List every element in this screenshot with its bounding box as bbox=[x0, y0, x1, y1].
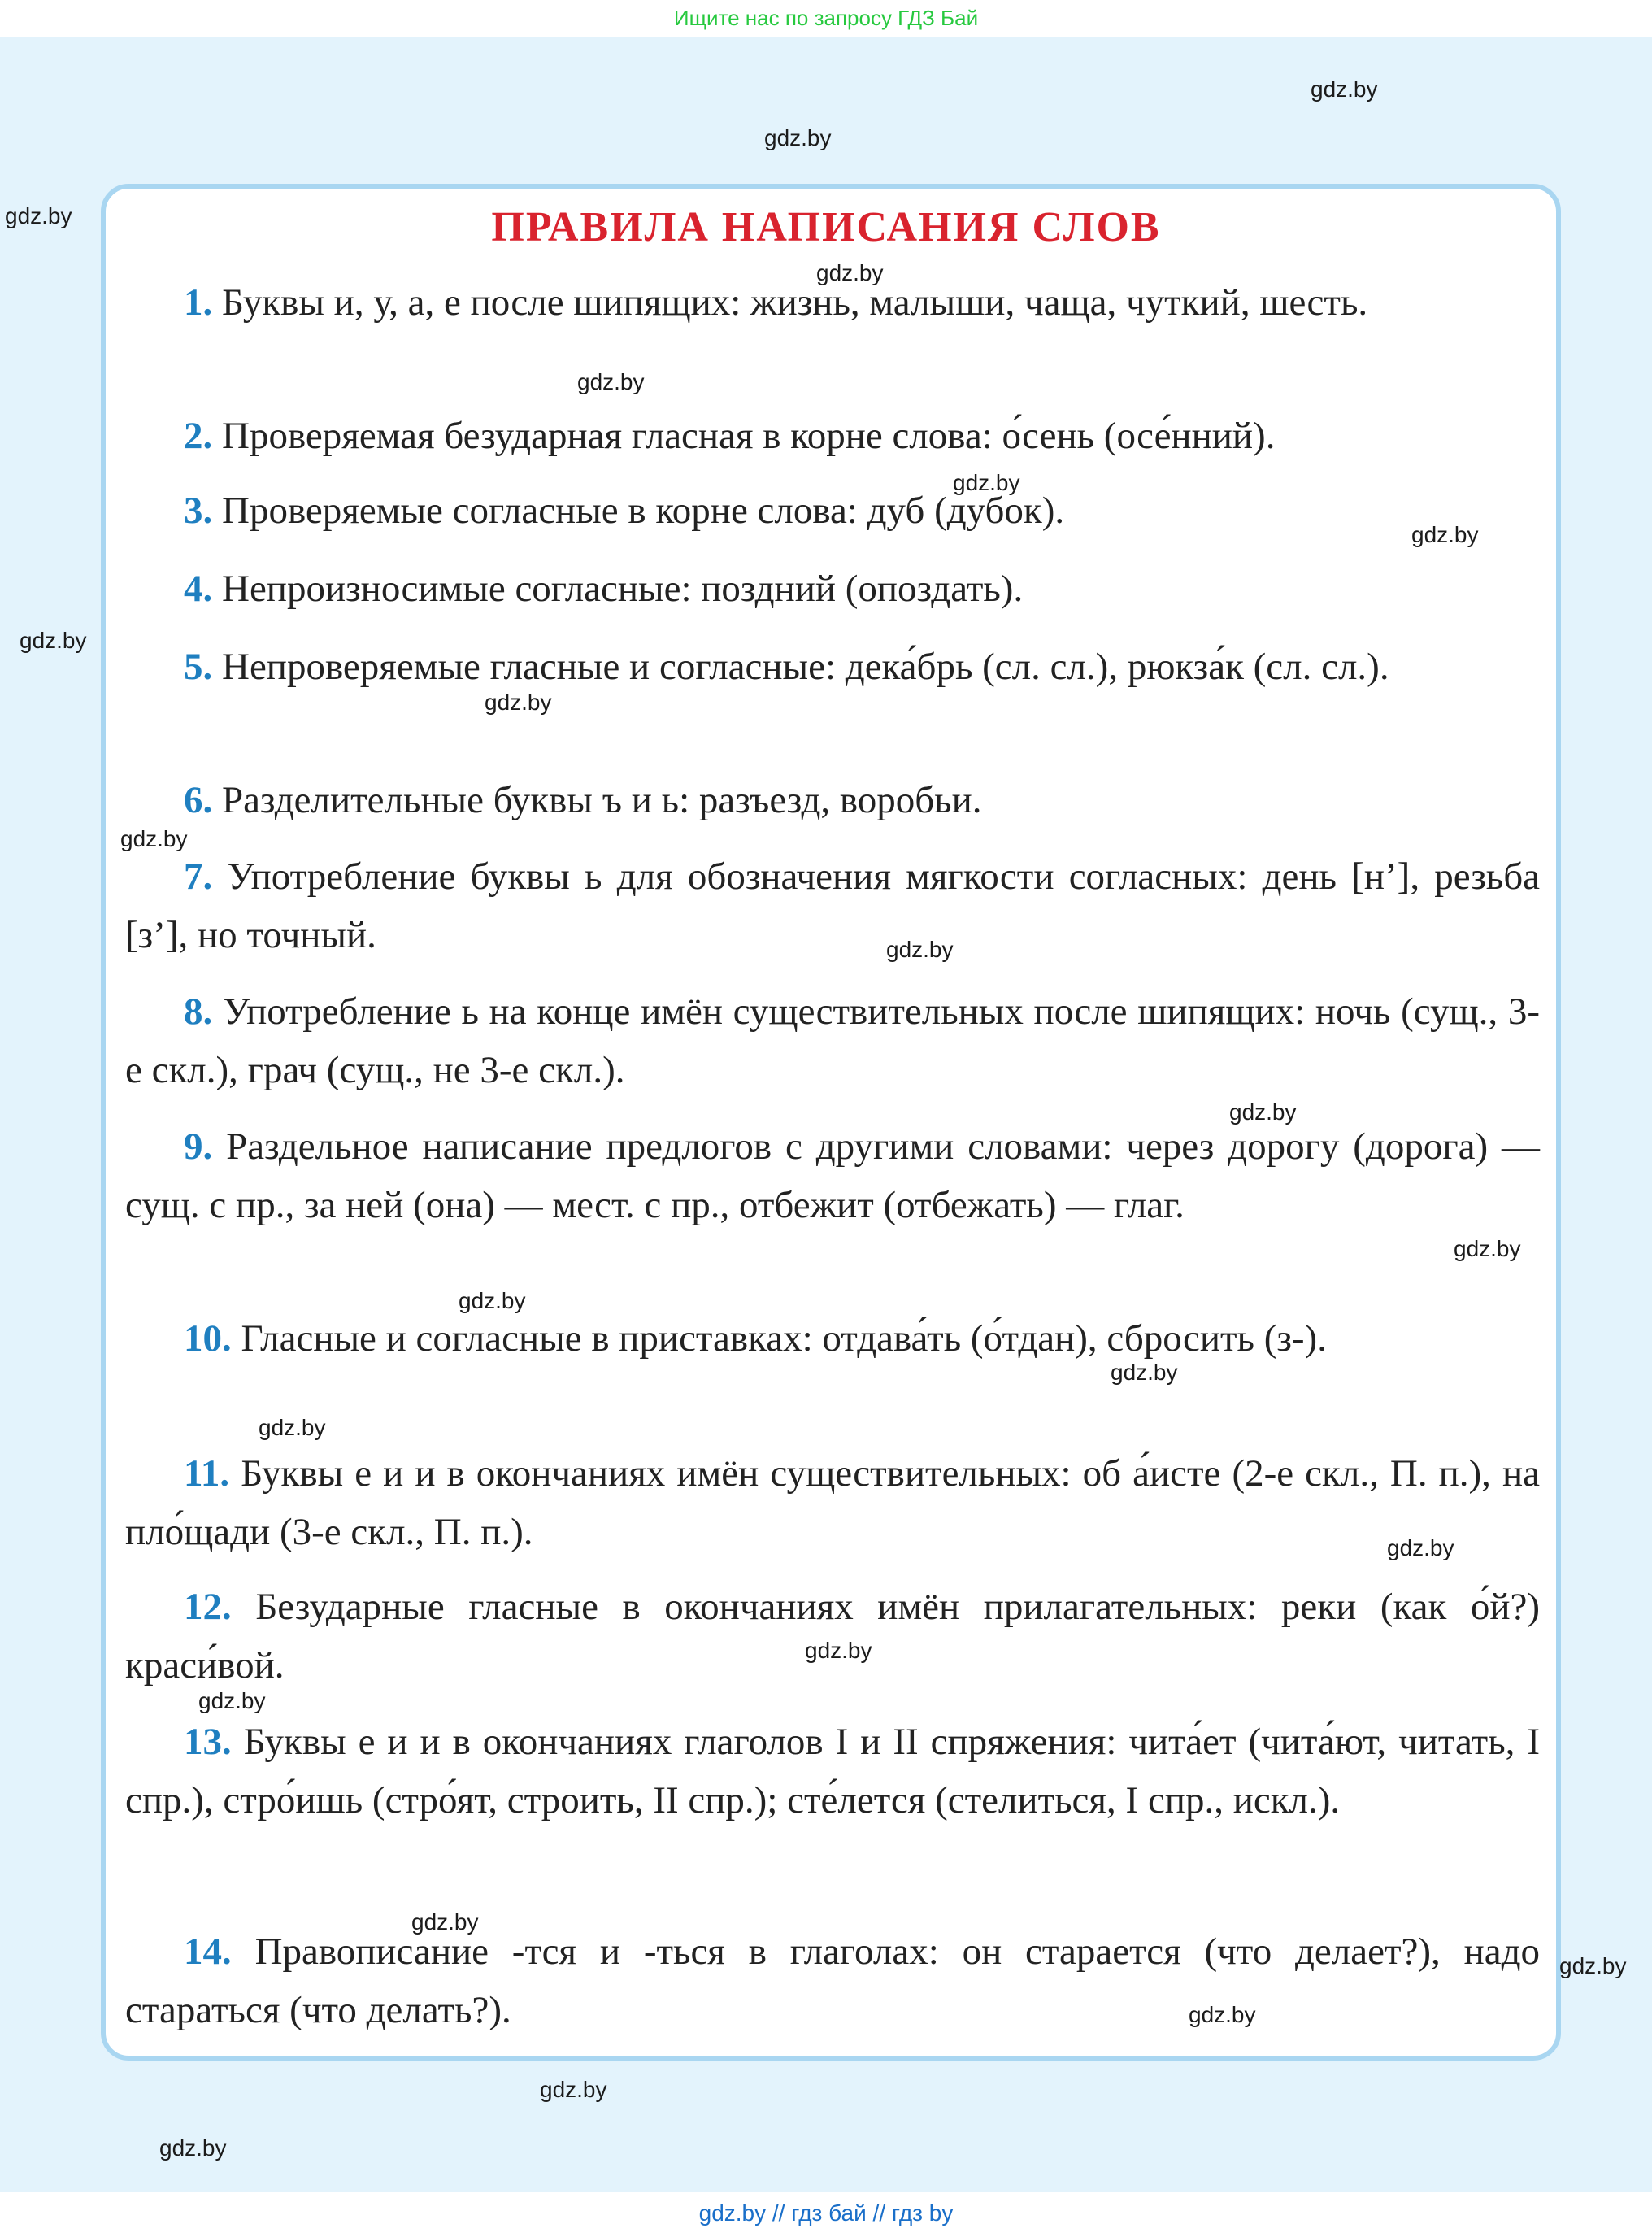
watermark: gdz.by bbox=[1111, 1360, 1178, 1385]
watermark: gdz.by bbox=[1454, 1236, 1521, 1261]
rule-number: 11. bbox=[184, 1452, 230, 1495]
watermark: gdz.by bbox=[485, 690, 552, 715]
watermark: gdz.by bbox=[1559, 1953, 1627, 1978]
rule-7 bbox=[125, 847, 1540, 964]
rule-number: 3. bbox=[184, 490, 213, 532]
rule-text: Раздельное написание предлогов с другими словами: через дорогу (дорога) — сущ. с пр., за ней (она) — мест. с пр., отбежит (отбежать) — глаг. bbox=[125, 1125, 1540, 1226]
rule-number: 8. bbox=[184, 990, 213, 1033]
rule-9 bbox=[125, 1117, 1540, 1234]
rule-text: Употребление ь на конце имён существительных после шипящих: ночь (сущ., 3-е скл.), грач (сущ., не 3-е скл.). bbox=[125, 990, 1540, 1091]
rule-number: 7. bbox=[184, 855, 213, 898]
rule-number: 12. bbox=[184, 1586, 232, 1628]
rule-number: 14. bbox=[184, 1930, 232, 1973]
rule-text: Буквы и, у, а, е после шипящих: жизнь, малыши, чаща, чуткий, шесть. bbox=[222, 281, 1368, 324]
rule-13 bbox=[125, 1713, 1540, 1830]
watermark: gdz.by bbox=[886, 937, 954, 962]
watermark: gdz.by bbox=[1189, 2002, 1256, 2027]
watermark: gdz.by bbox=[540, 2077, 607, 2102]
watermark: gdz.by bbox=[953, 470, 1020, 495]
rule-5 bbox=[125, 638, 1540, 696]
watermark: gdz.by bbox=[259, 1415, 326, 1440]
page-title: ПРАВИЛА НАПИСАНИЯ СЛОВ bbox=[491, 204, 1161, 250]
rule-text: Проверяемая безударная гласная в корне слова: о́сень (осе́нний). bbox=[222, 415, 1276, 457]
watermark: gdz.by bbox=[159, 2135, 227, 2161]
watermark: gdz.by bbox=[1411, 522, 1479, 547]
rule-number: 5. bbox=[184, 646, 213, 688]
rule-text: Непроверяемые гласные и согласные: дека́брь (сл. сл.), рюкза́к (сл. сл.). bbox=[222, 646, 1389, 688]
watermark: gdz.by bbox=[816, 260, 884, 285]
bottom-banner[interactable]: gdz.by // гдз бай // гдз by bbox=[0, 2192, 1652, 2237]
rule-1 bbox=[125, 273, 1540, 332]
rule-text: Буквы е и и в окончаниях имён существительных: об а́исте (2-е скл., П. п.), на пло́щади (3-е скл., П. п.). bbox=[125, 1452, 1540, 1553]
watermark: gdz.by bbox=[198, 1688, 266, 1713]
rule-text: Употребление буквы ь для обозначения мягкости согласных: день [н’], резьба [з’], но точный. bbox=[125, 855, 1541, 956]
rule-11 bbox=[125, 1444, 1540, 1561]
watermark: gdz.by bbox=[20, 628, 87, 653]
rule-10 bbox=[125, 1309, 1540, 1368]
rule-number: 2. bbox=[184, 415, 213, 457]
rule-text: Правописание -тся и -ться в глаголах: он старается (что делает?), надо стараться (что делать?). bbox=[125, 1930, 1541, 2031]
watermark: gdz.by bbox=[5, 203, 72, 228]
watermark: gdz.by bbox=[1387, 1535, 1454, 1560]
rule-number: 10. bbox=[184, 1317, 232, 1360]
rule-2 bbox=[125, 407, 1540, 465]
rule-text: Безударные гласные в окончаниях имён прилагательных: реки (как о́й?) краси́вой. bbox=[125, 1586, 1541, 1686]
watermark: gdz.by bbox=[1311, 76, 1378, 102]
top-banner[interactable]: Ищите нас по запросу ГДЗ Бай bbox=[0, 0, 1652, 37]
rule-number: 13. bbox=[184, 1721, 232, 1763]
watermark: gdz.by bbox=[411, 1909, 479, 1935]
watermark: gdz.by bbox=[764, 125, 832, 150]
rule-text: Проверяемые согласные в корне слова: дуб (дубок). bbox=[222, 490, 1065, 532]
rule-3 bbox=[125, 481, 1540, 540]
rule-8 bbox=[125, 982, 1540, 1099]
rule-text: Буквы е и и в окончаниях глаголов I и II спряжения: чита́ет (чита́ют, читать, I спр.), стро́ишь (стро́ят, строить, II спр.); сте́лется (стелиться, I спр., искл.). bbox=[125, 1721, 1541, 1821]
rule-text: Разделительные буквы ъ и ь: разъезд, воробьи. bbox=[222, 779, 982, 821]
watermark: gdz.by bbox=[577, 369, 645, 394]
watermark: gdz.by bbox=[1229, 1099, 1297, 1125]
rule-number: 6. bbox=[184, 779, 213, 821]
watermark: gdz.by bbox=[805, 1638, 872, 1663]
watermark: gdz.by bbox=[459, 1288, 526, 1313]
rule-12 bbox=[125, 1578, 1540, 1695]
rule-number: 9. bbox=[184, 1125, 213, 1168]
rule-text: Гласные и согласные в приставках: отдава́ть (о́тдан), сбросить (з-). bbox=[241, 1317, 1327, 1360]
watermark: gdz.by bbox=[120, 826, 188, 851]
rule-text: Непроизносимые согласные: поздний (опоздать). bbox=[222, 568, 1024, 610]
rule-14 bbox=[125, 1922, 1540, 2039]
rule-6 bbox=[125, 771, 1540, 829]
rule-4 bbox=[125, 559, 1540, 618]
rule-number: 4. bbox=[184, 568, 213, 610]
rule-number: 1. bbox=[184, 281, 213, 324]
